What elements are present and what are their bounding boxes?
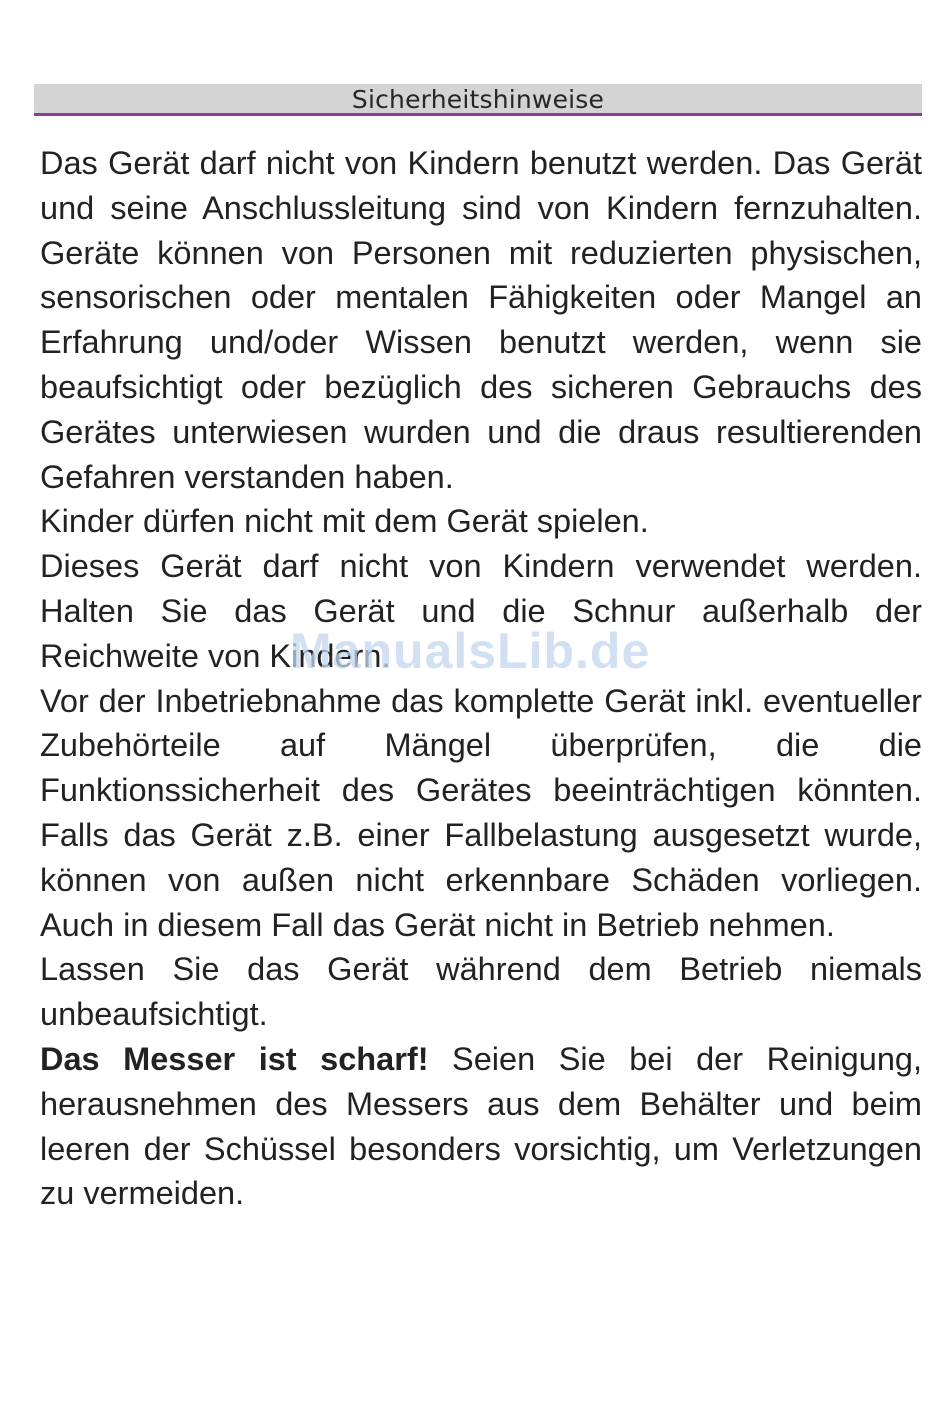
blade-warning-heading: Das Messer ist scharf! [40, 1040, 429, 1077]
watermark: ManualsLib.de [290, 623, 651, 679]
paragraph-text: Das Gerät darf nicht von Kindern benutzt werden. Das Gerät und seine Anschlussleitung sind von Kindern fernzuhalten. Geräte können von Personen mit reduzierten physischen, sensorischen oder mentalen Fähigkeiten oder Mangel an Erfahrung und/oder Wissen benutzt werden, wenn sie beaufsichtigt oder bezüglich des sicheren Gebrauchs des Gerätes unterwiesen wurden und die draus resultierenden Gefahren verstanden haben. [40, 145, 922, 495]
safety-text [40, 141, 922, 1216]
paragraph-inspection [40, 679, 922, 948]
paragraph-text: Lassen Sie das Gerät während dem Betrieb niemals unbeaufsichtigt. [40, 951, 922, 1033]
paragraph-reach [40, 544, 922, 678]
paragraph-text: Dieses Gerät darf nicht von Kindern verwendet werden. Halten Sie das Gerät und die Schnur außerhalb der Reichweite von Kindern. [40, 548, 922, 674]
section-header [34, 84, 922, 116]
paragraph-text: Seien Sie bei der Reinigung, herausnehmen des Messers aus dem Behälter und beim leeren der Schüssel besonders vorsichtig, um Verletzungen zu vermeiden. [40, 1040, 922, 1212]
section-title: Sicherheitshinweise [351, 85, 605, 114]
paragraph-blade-warning [40, 1037, 922, 1216]
paragraph-text: Kinder dürfen nicht mit dem Gerät spielen. [40, 503, 649, 540]
paragraph-children-usage [40, 141, 922, 499]
paragraph-no-play [40, 499, 922, 544]
paragraph-supervision [40, 947, 922, 1037]
paragraph-text: Vor der Inbetriebnahme das komplette Gerät inkl. eventueller Zubehörteile auf Mängel überprüfen, die die Funktionssicherheit des Gerätes beeinträchtigen könnten. Falls das Gerät z.B. einer Fallbelastung ausgesetzt wurde, können von außen nicht erkennbare Schäden vorliegen. Auch in diesem Fall das Gerät nicht in Betrieb nehmen. [40, 682, 922, 943]
